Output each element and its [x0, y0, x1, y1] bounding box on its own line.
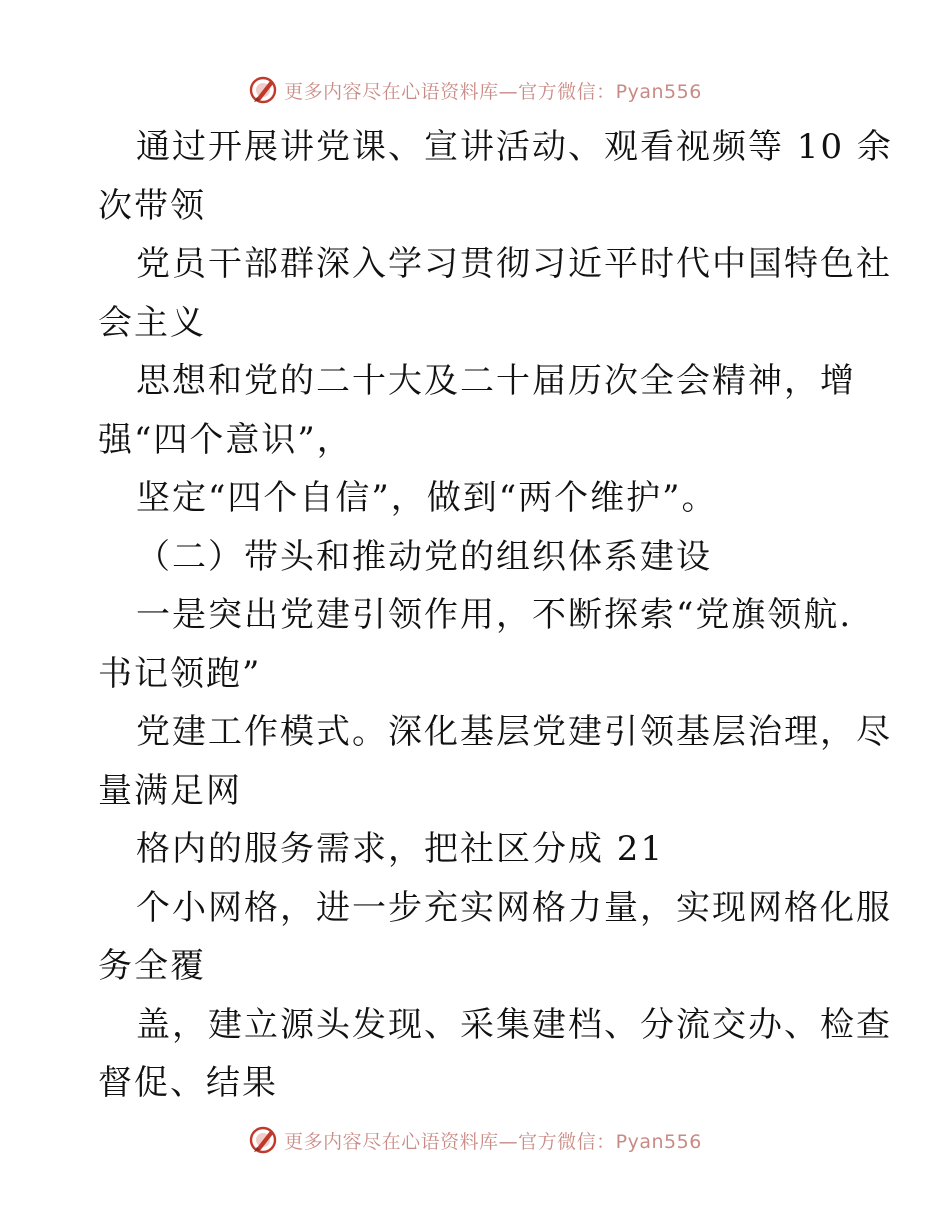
text-line: 思想和党的二十大及二十届历次全会精神，增 [136, 361, 856, 401]
text-line: 务全覆 [98, 946, 206, 986]
text-line: 格内的服务需求，把社区分成 21 [136, 829, 665, 869]
text-line: 督促、结果 [98, 1063, 278, 1103]
footer-watermark [0, 1122, 950, 1158]
text-line: 党员干部群深入学习贯彻习近平时代中国特色社 [136, 244, 892, 284]
pen-seal-icon [248, 75, 278, 105]
text-line: 个小网格，进一步充实网格力量，实现网格化服 [136, 887, 892, 928]
text-line: 会主义 [98, 302, 206, 343]
text-line: 盖，建立源头发现、采集建档、分流交办、检查 [136, 1004, 892, 1045]
watermark-text: 更多内容尽在心语资料库—官方微信：Pyan556 [284, 80, 702, 103]
document-body [98, 118, 893, 1113]
text-line: 书记领跑” [98, 653, 262, 694]
text-line: 强“四个意识”， [98, 419, 353, 460]
text-line: 一是突出党建引领作用，不断探索“党旗领航. [136, 595, 853, 635]
text-line: 次带领 [98, 185, 206, 226]
text-line: 量满足网 [98, 770, 242, 811]
pen-seal-icon [248, 1125, 278, 1155]
header-watermark [0, 72, 950, 108]
text-line: 党建工作模式。深化基层党建引领基层治理，尽 [136, 712, 892, 752]
text-line: 通过开展讲党课、宣讲活动、观看视频等 10 余 [136, 127, 893, 167]
text-line: 坚定“四个自信”，做到“两个维护”。 [136, 478, 718, 518]
section-heading: （二）带头和推动党的组织体系建设 [136, 536, 712, 577]
watermark-text: 更多内容尽在心语资料库—官方微信：Pyan556 [284, 1130, 702, 1153]
